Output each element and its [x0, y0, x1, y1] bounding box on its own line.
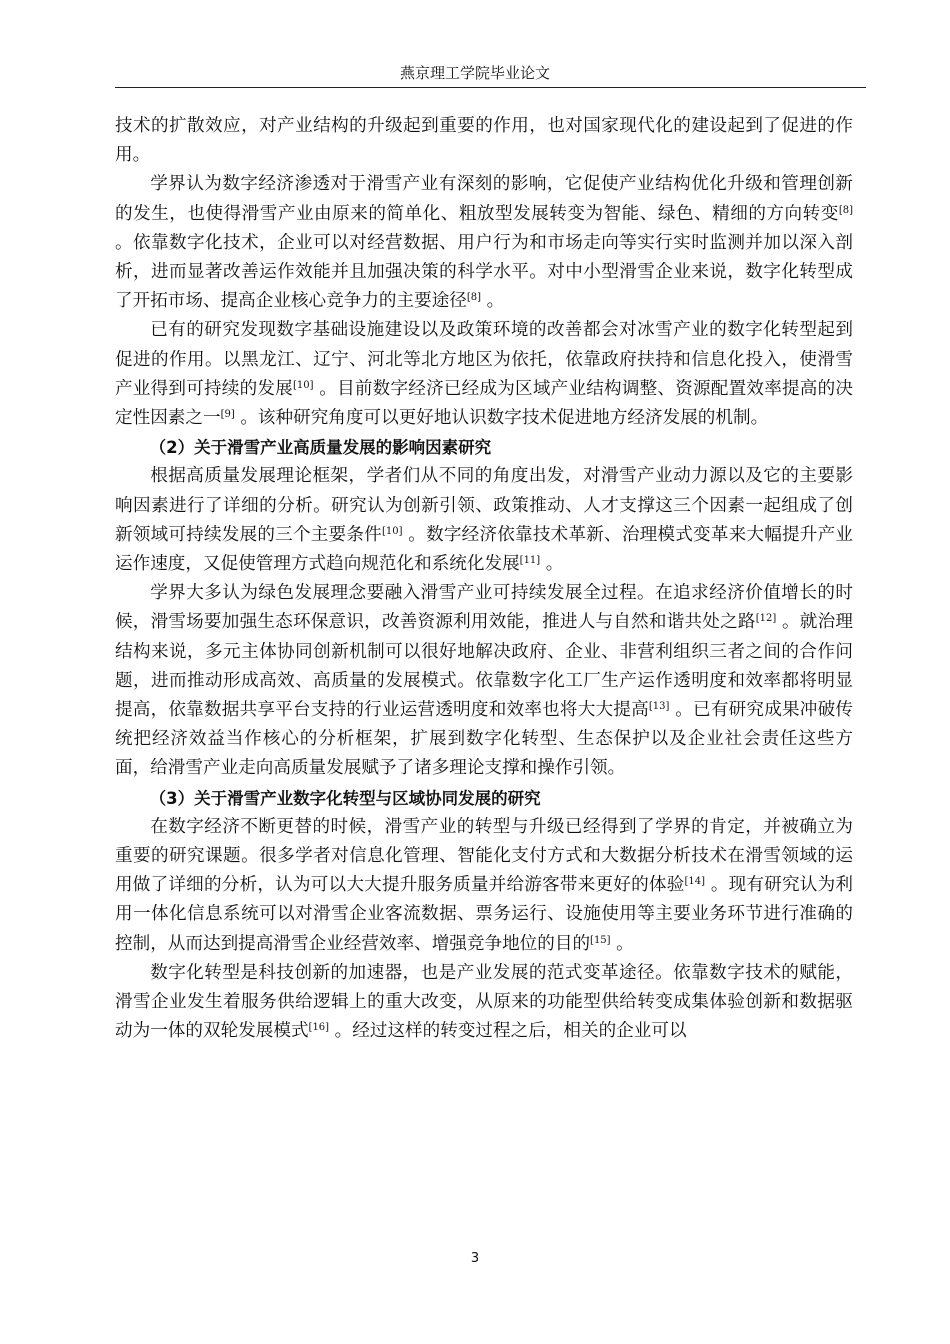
paragraph-green-development: 学界大多认为绿色发展理念要融入滑雪产业可持续发展全过程。在追求经济价值增长的时候，滑雪场要加强生态环保意识，改善资源利用效能，推进人与自然和谐共处之路[12] 。就治理结构来说，多元主体协同创新机制可以很好地解决政府、企业、非营利组织三者之间的合作问题，进而推动形成高效、高质量的发展模式。依靠数字化工厂生产运作透明度和效率都将明显提高，依靠数据共享平台支持的行业运营透明度和效率也将大大提高[13] 。已有研究成果冲破传统把经济效益当作核心的分析框架，扩展到数字化转型、生态保护以及企业社会责任这些方面，给滑雪产业走向高质量发展赋予了诸多理论支撑和操作引领。 — [115, 583, 853, 779]
citation-marker: [15] — [590, 934, 611, 946]
section-heading-regional-coordination: （3）关于滑雪产业数字化转型与区域协同发展的研究 — [149, 788, 541, 808]
paragraph-digital-transformation-research: 在数字经济不断更替的时候，滑雪产业的转型与升级已经得到了学界的肯定，并被确立为重要的研究课题。很多学者对信息化管理、智能化支付方式和大数据分析技术在滑雪领域的运用做了详细的分析，认为可以大大提升服务质量并给游客带来更好的体验[14] 。现有研究认为利用一体化信息系统可以对滑雪企业客流数据、票务运行、设施使用等主要业务环节进行准确的控制，从而达到提高滑雪企业经营效率、增强竞争地位的目的[15] 。 — [115, 816, 853, 954]
citation-marker: [12] — [755, 613, 777, 625]
section-heading-influencing-factors: （2）关于滑雪产业高质量发展的影响因素研究 — [149, 438, 492, 458]
paragraph-continuation: 技术的扩散效应，对产业结构的升级起到重要的作用，也对国家现代化的建设起到了促进的作用。 — [115, 116, 853, 166]
citation-marker: [16] — [308, 1022, 330, 1034]
citation-marker: [13] — [648, 701, 670, 713]
document-body — [115, 112, 853, 1047]
paragraph-tech-innovation: 数字化转型是科技创新的加速器，也是产业发展的范式变革途径。依靠数字技术的赋能，滑雪企业发生着服务供给逻辑上的重大改变，从原来的功能型供给转变成集体验创新和数据驱动为一体的双轮发展模式[16] 。经过这样的转变过程之后，相关的企业可以 — [115, 962, 853, 1042]
citation-marker: [10] — [292, 379, 314, 391]
page-number: 3 — [470, 1251, 480, 1266]
citation-marker: [8] — [838, 204, 853, 216]
citation-marker: [10] — [381, 525, 403, 537]
paragraph-quality-framework: 根据高质量发展理论框架，学者们从不同的角度出发，对滑雪产业动力源以及它的主要影响因素进行了详细的分析。研究认为创新引领、政策推动、人才支撑这三个因素一起组成了创新领域可持续发展的三个主要条件[10] 。数字经济依靠技术革新、治理模式变革来大幅提升产业运作速度，又促使管理方式趋向规范化和系统化发展[11] 。 — [115, 466, 853, 575]
citation-marker: [8] — [466, 292, 482, 304]
citation-marker: [14] — [684, 876, 706, 888]
citation-marker: [9] — [220, 409, 235, 421]
paragraph-infrastructure-policy: 已有的研究发现数字基础设施建设以及政策环境的改善都会对冰雪产业的数字化转型起到促进的作用。以黑龙江、辽宁、河北等北方地区为依托，依靠政府扶持和信息化投入，使滑雪产业得到可持续的发展[10] 。目前数字经济已经成为区域产业结构调整、资源配置效率提高的决定性因素之一[9] 。该种研究角度可以更好地认识数字技术促进地方经济发展的机制。 — [115, 320, 853, 429]
header-divider — [115, 87, 866, 88]
page-header-title: 燕京理工学院毕业论文 — [399, 64, 550, 82]
paragraph-digital-economy-influence: 学界认为数字经济渗透对于滑雪产业有深刻的影响，它促使产业结构优化升级和管理创新的发生，也使得滑雪产业由原来的简单化、粗放型发展转变为智能、绿色、精细的方向转变[8] 。依靠数字化技术，企业可以对经营数据、用户行为和市场走向等实行实时监测并加以深入剖析，进而显著改善运作效能并且加强决策的科学水平。对中小型滑雪企业来说，数字化转型成了开拓市场、提高企业核心竞争力的主要途径[8] 。 — [115, 174, 853, 312]
citation-marker: [11] — [519, 555, 541, 567]
